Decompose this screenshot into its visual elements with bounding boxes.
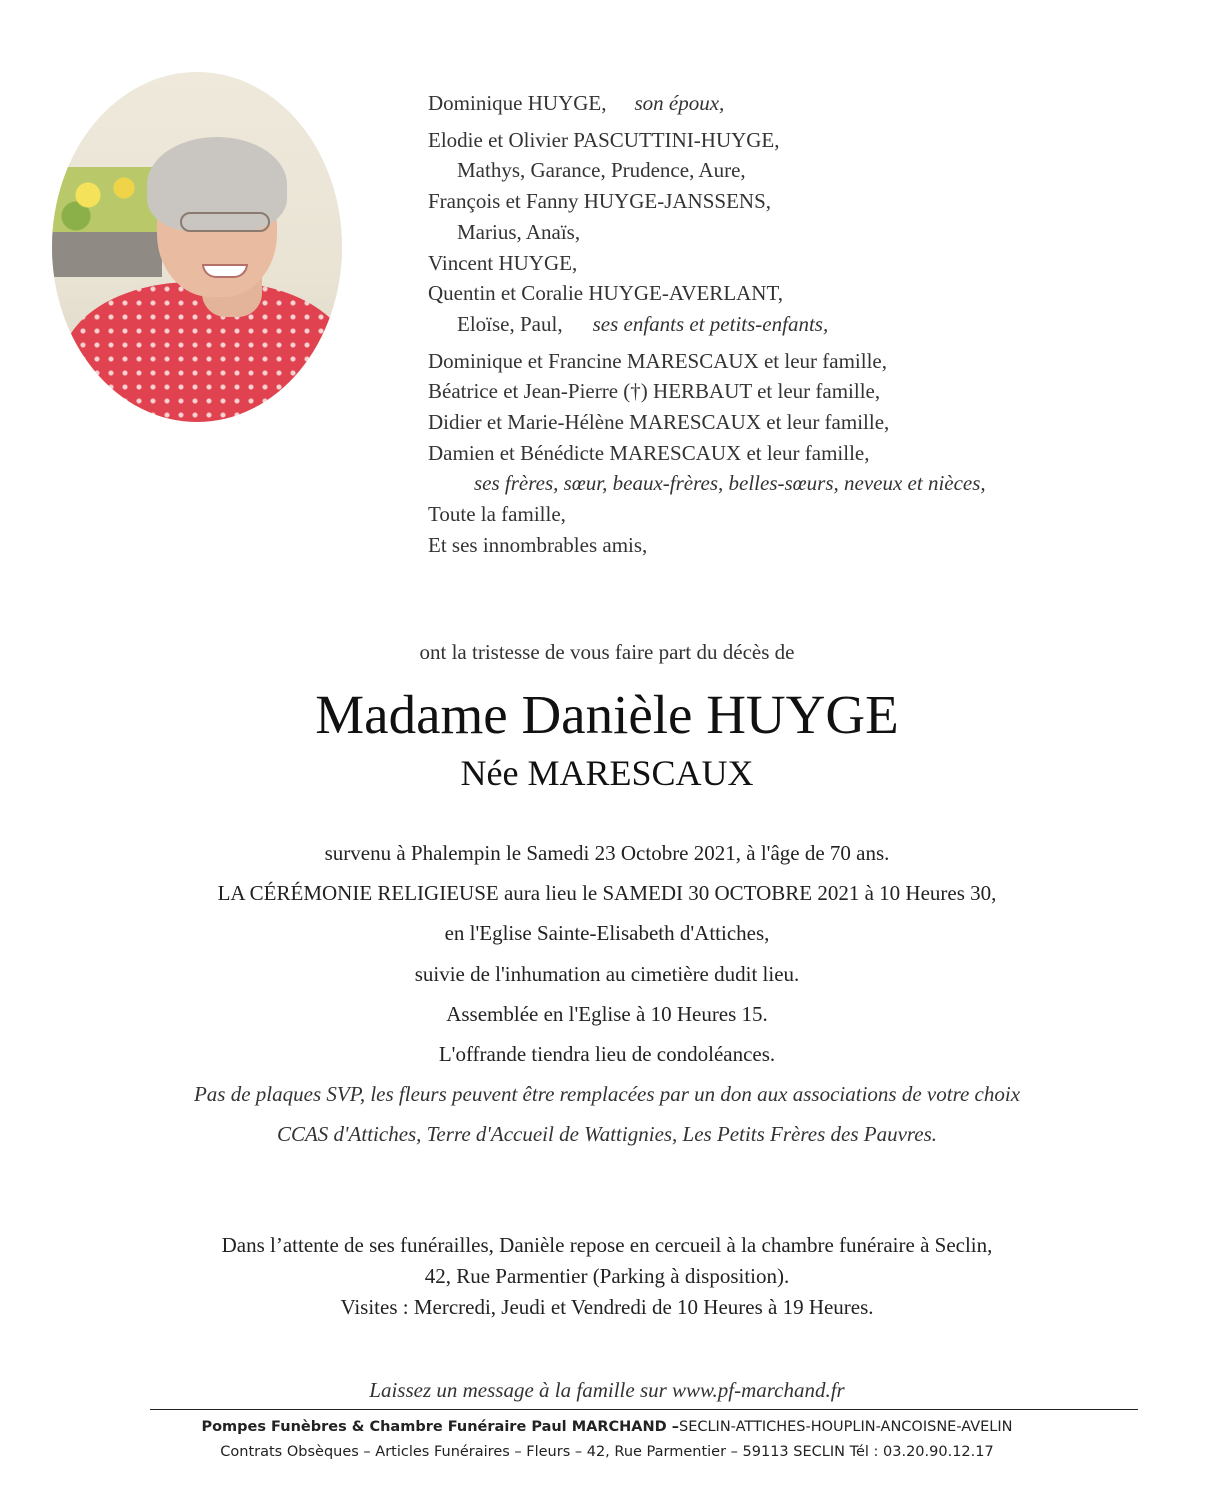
family-line: Mathys, Garance, Prudence, Aure, [457,158,746,183]
portrait-photo [52,72,342,422]
family-line [428,88,986,119]
photo-shirt [62,282,342,422]
family-role: son époux, [634,91,725,115]
family-line: Elodie et Olivier PASCUTTINI-HUYGE, [428,127,780,152]
family-line: Marius, Anaïs, [457,219,581,244]
family-role: ses frères, sœur, beaux-frères, belles-sœurs, neveux et nièces, [474,471,986,496]
photo-glasses [180,212,270,232]
footer-divider [150,1409,1138,1410]
detail-line: L'offrande tiendra lieu de condoléances. [438,1041,776,1066]
family-name: Dominique HUYGE, [428,91,607,115]
footer [0,1415,1214,1465]
detail-line: survenu à Phalempin le Samedi 23 Octobre 2021, à l'âge de 70 ans. [324,841,890,865]
photo-smile [202,264,248,278]
maiden-name: Née MARESCAUX [460,753,754,793]
visitation-info [0,1230,1214,1323]
detail-line: Pas de plaques SVP, les fleurs peuvent être remplacées par un don aux associations de votre choix [193,1082,1021,1107]
detail-line: suivie de l'inhumation au cimetière dudit lieu. [414,961,800,986]
family-line: Damien et Bénédicte MARESCAUX et leur famille, [428,440,870,465]
ceremony-details [0,838,1214,1160]
family-line: Quentin et Coralie HUYGE-AVERLANT, [428,281,783,306]
visitation-line: Dans l’attente de ses funérailles, Danièle repose en cercueil à la chambre funéraire à Seclin, [221,1233,993,1257]
family-line: Béatrice et Jean-Pierre (†) HERBAUT et leur famille, [428,379,881,404]
detail-line: LA CÉRÉMONIE RELIGIEUSE aura lieu le SAMEDI 30 OCTOBRE 2021 à 10 Heures 30, [217,881,997,906]
family-role: ses enfants et petits-enfants, [592,311,829,336]
detail-line: Assemblée en l'Eglise à 10 Heures 15. [446,1001,768,1026]
family-list [428,88,986,561]
message-link[interactable]: Laissez un message à la famille sur www.pf-marchand.fr [369,1378,845,1402]
family-line [428,309,986,340]
announcement-intro: ont la tristesse de vous faire part du décès de [419,640,795,664]
family-line: Et ses innombrables amis, [428,532,648,557]
detail-line: en l'Eglise Sainte-Elisabeth d'Attiches, [444,921,770,946]
family-name: Eloïse, Paul, [457,311,563,336]
family-line: Toute la famille, [428,502,566,527]
footer-line: Contrats Obsèques – Articles Funéraires – Fleurs – 42, Rue Parmentier – 59113 SECLIN Tél : 03.20.90.12.17 [220,1444,994,1460]
photo-planter [52,232,162,277]
footer-locations: SECLIN-ATTICHES-HOUPLIN-ANCOISNE-AVELIN [678,1419,1013,1435]
visitation-line: Visites : Mercredi, Jeudi et Vendredi de 10 Heures à 19 Heures. [340,1295,874,1319]
family-line: François et Fanny HUYGE-JANSSENS, [428,189,771,214]
family-line: Dominique et Francine MARESCAUX et leur famille, [428,348,887,373]
footer-line [0,1415,1214,1440]
family-line: Didier et Marie-Hélène MARESCAUX et leur famille, [428,410,890,435]
footer-company: Pompes Funèbres & Chambre Funéraire Paul MARCHAND – [201,1419,679,1435]
family-line [428,468,986,499]
visitation-line: 42, Rue Parmentier (Parking à disposition). [424,1264,790,1288]
detail-line: CCAS d'Attiches, Terre d'Accueil de Wattignies, Les Petits Frères des Pauvres. [276,1122,938,1147]
deceased-name: Madame Danièle HUYGE [315,684,899,745]
family-line: Vincent HUYGE, [428,250,578,275]
